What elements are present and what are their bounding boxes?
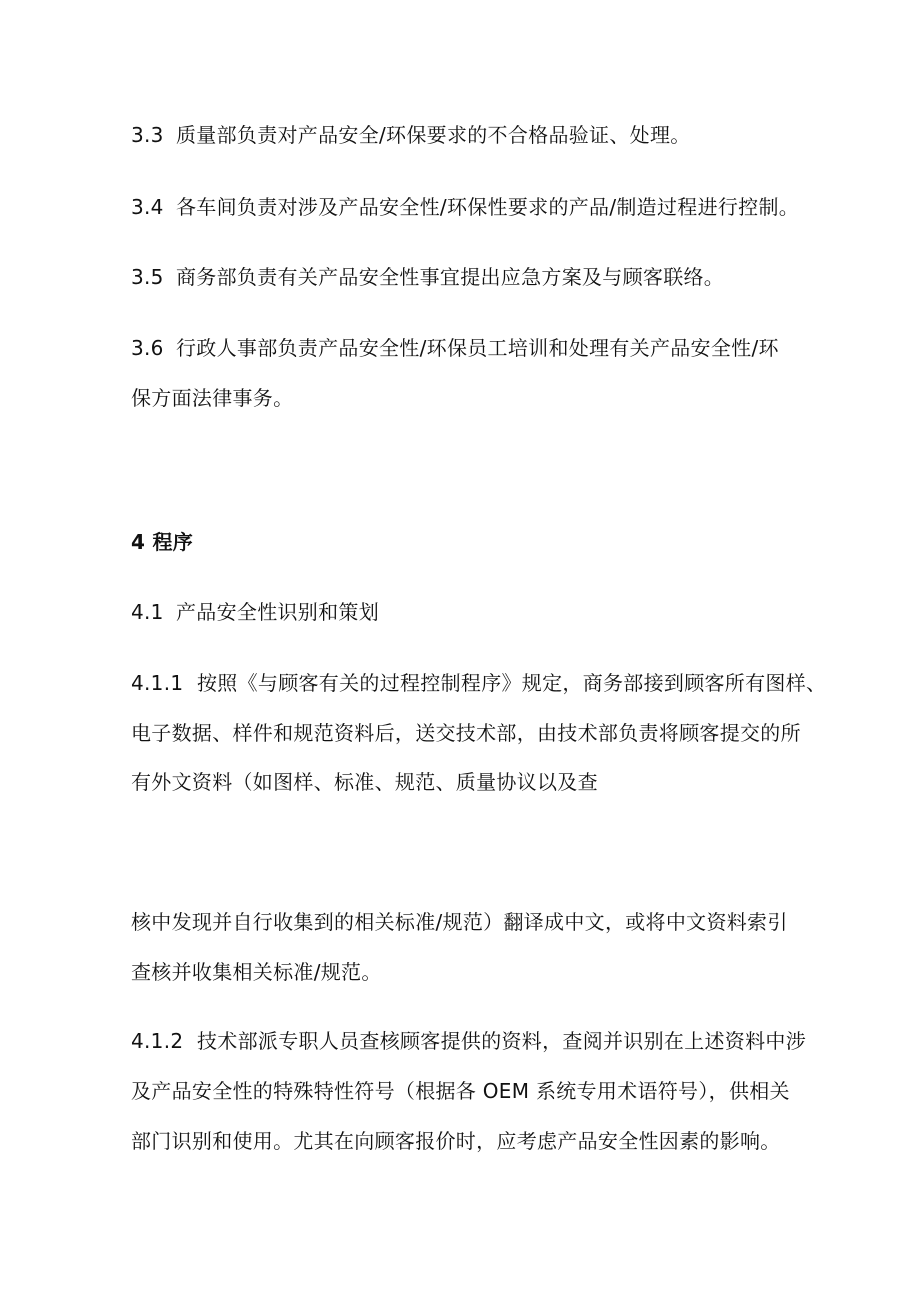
clause-text: 产品安全性识别和策划 [176, 600, 379, 624]
clause-3-6-continued [131, 384, 811, 412]
clause-number: 4.1.1 [131, 671, 184, 695]
clause-3-6 [131, 334, 811, 362]
clause-text: 质量部负责对产品安全/环保要求的不合格品验证、处理。 [176, 123, 691, 147]
clause-text-line: 查核并收集相关标准/规范。 [131, 960, 382, 984]
clause-number: 3.3 [131, 123, 164, 147]
clause-text-line: 按照《与顾客有关的过程控制程序》规定，商务部接到顾客所有图样、 [197, 671, 827, 695]
clause-4-1-1-line2 [131, 719, 811, 747]
clause-4-1 [131, 598, 811, 626]
clause-text: 各车间负责对涉及产品安全性/环保性要求的产品/制造过程进行控制。 [176, 195, 800, 219]
clause-text-line: 核中发现并自行收集到的相关标准/规范）翻译成中文，或将中文资料索引 [131, 910, 788, 934]
clause-3-4 [131, 193, 811, 221]
clause-number: 4.1.2 [131, 1029, 184, 1053]
clause-number: 3.6 [131, 336, 164, 360]
clause-number: 4.1 [131, 600, 164, 624]
clause-text-line: 电子数据、样件和规范资料后，送交技术部，由技术部负责将顾客提交的所 [131, 721, 801, 745]
clause-3-5 [131, 263, 811, 291]
clause-text-line: 行政人事部负责产品安全性/环保员工培训和处理有关产品安全性/环 [176, 336, 779, 360]
clause-text-line: 部门识别和使用。尤其在向顾客报价时，应考虑产品安全性因素的影响。 [131, 1129, 781, 1153]
clause-text-line: 有外文资料（如图样、标准、规范、质量协议以及查 [131, 770, 598, 794]
clause-text-line: 及产品安全性的特殊特性符号（根据各 OEM 系统专用术语符号），供相关 [131, 1079, 790, 1103]
clause-4-1-2-line3 [131, 1127, 811, 1155]
section-number: 4 [131, 530, 146, 554]
section-heading [131, 528, 811, 556]
clause-number: 3.4 [131, 195, 164, 219]
clause-4-1-1-line3 [131, 768, 811, 796]
clause-4-1-1 [131, 669, 827, 697]
clause-text: 商务部负责有关产品安全性事宜提出应急方案及与顾客联络。 [176, 265, 725, 289]
clause-4-1-1-line4 [131, 908, 811, 936]
clause-text-line: 技术部派专职人员查核顾客提供的资料，查阅并识别在上述资料中涉 [197, 1029, 806, 1053]
clause-4-1-2-line2 [131, 1077, 811, 1105]
clause-4-1-2 [131, 1027, 811, 1055]
section-title: 程序 [152, 530, 194, 554]
clause-4-1-1-line5 [131, 958, 811, 986]
clause-3-3 [131, 121, 811, 149]
clause-text-line: 保方面法律事务。 [131, 386, 294, 410]
clause-number: 3.5 [131, 265, 164, 289]
